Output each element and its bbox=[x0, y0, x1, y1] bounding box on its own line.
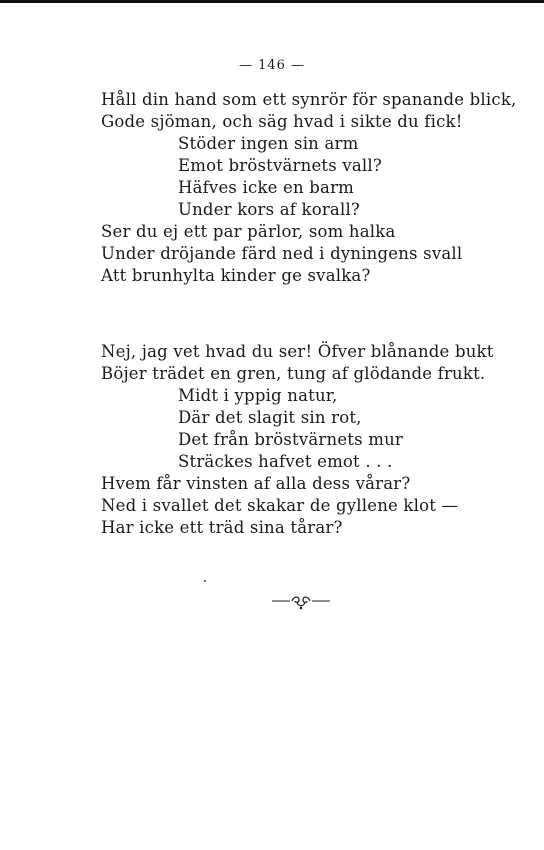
stray-ink-dot bbox=[204, 580, 206, 582]
top-border-rule bbox=[0, 0, 544, 3]
poem-line-indented: Emot bröstvärnets vall? bbox=[178, 156, 382, 175]
poem-line-indented: Stöder ingen sin arm bbox=[178, 134, 359, 153]
poem-line-indented: Under kors af korall? bbox=[178, 200, 360, 219]
fleuron-icon bbox=[270, 592, 332, 612]
poem-line: Böjer trädet en gren, tung af glödande frukt. bbox=[101, 364, 486, 383]
poem-line: Att brunhylta kinder ge svalka? bbox=[101, 266, 371, 285]
poem-line-indented: Där det slagit sin rot, bbox=[178, 408, 362, 427]
poem-line: Nej, jag vet hvad du ser! Öfver blånande bukt bbox=[101, 342, 494, 361]
poem-stanza-2 bbox=[101, 341, 501, 539]
poem-line-indented: Midt i yppig natur, bbox=[178, 386, 338, 405]
poem-line: Håll din hand som ett synrör för spanande blick, bbox=[101, 90, 517, 109]
poem-line-indented: Sträckes hafvet emot . . . bbox=[178, 452, 393, 471]
page-number: — 146 — bbox=[238, 58, 306, 73]
poem-line-indented: Det från bröstvärnets mur bbox=[178, 430, 403, 449]
poem-line-indented: Häfves icke en barm bbox=[178, 178, 355, 197]
poem-stanza-1 bbox=[101, 89, 517, 287]
poem-line: Ser du ej ett par pärlor, som halka bbox=[101, 222, 396, 241]
poem-line: Ned i svallet det skakar de gyllene klot — bbox=[101, 496, 459, 515]
poem-line: Har icke ett träd sina tårar? bbox=[101, 518, 343, 537]
poem-line: Hvem får vinsten af alla dess vårar? bbox=[101, 474, 411, 493]
poem-line: Under dröjande färd ned i dyningens svall bbox=[101, 244, 463, 263]
poem-line: Gode sjöman, och säg hvad i sikte du fick! bbox=[101, 112, 463, 131]
